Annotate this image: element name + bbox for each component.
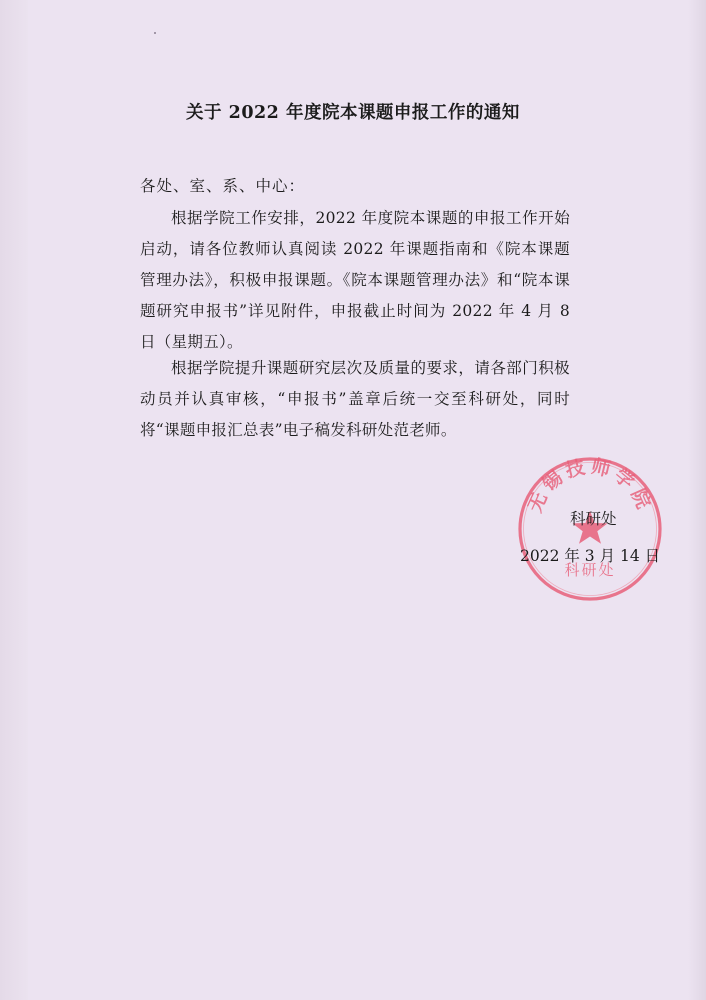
signature-date: 2022 年 3 月 14 日 (520, 547, 661, 565)
scan-speck (154, 32, 156, 34)
paragraph-review-requirements: 根据学院提升课题研究层次及质量的要求，请各部门积极动员并认真审核，“申报书”盖章后统一交至科研处，同时将“课题申报汇总表”电子稿发科研处范老师。 (140, 359, 570, 439)
seal-ring-text: 无锡技师学院 (524, 455, 656, 516)
official-seal (516, 455, 664, 603)
scan-right-edge (688, 0, 706, 1000)
paragraph-application-schedule: 根据学院工作安排，2022 年度院本课题的申报工作开始启动，请各位教师认真阅读 2022 年课题指南和《院本课题管理办法》，积极申报课题。《院本课题管理办法》和“院本课题研究申报书”详见附件，申报截止时间为 2022 年 4 月 8 日（星期五）。 (140, 209, 570, 351)
notice-title: 关于 2022 年度院本课题申报工作的通知 (186, 103, 520, 123)
signature-department: 科研处 (570, 510, 617, 528)
seal-bottom-text: 科研处 (564, 561, 616, 579)
scan-left-edge (0, 0, 28, 1000)
salutation: 各处、室、系、中心： (140, 177, 306, 195)
